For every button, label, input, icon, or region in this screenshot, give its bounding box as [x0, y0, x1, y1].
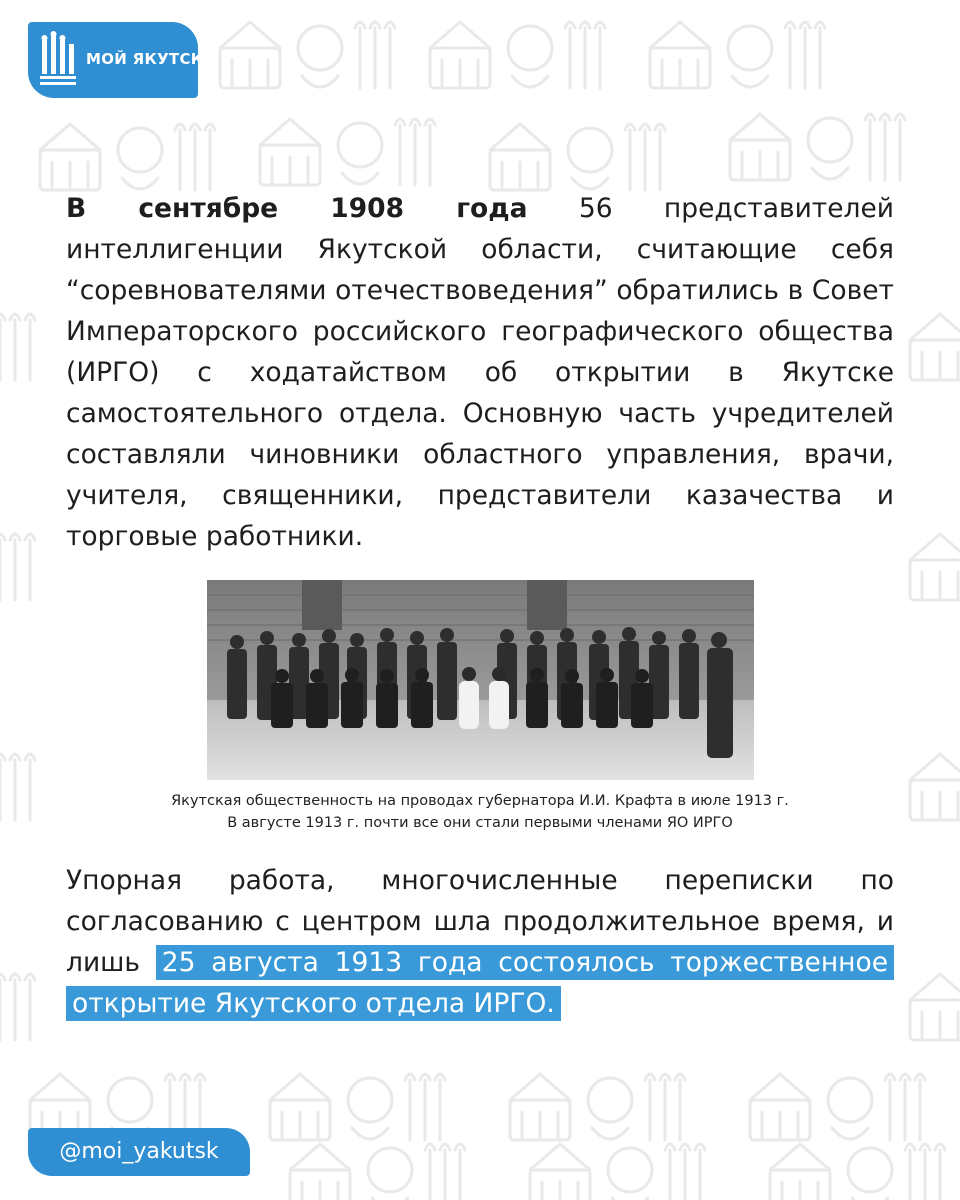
highlighted-date: 25 августа 1913 года состоялось торжественное открытие Якутского отдела ИРГО. [66, 945, 894, 1021]
photo-illustration [207, 580, 754, 780]
main-text [66, 188, 894, 557]
caption-line-1: Якутская общественность на проводах губернатора И.И. Крафта в июле 1913 г. [171, 793, 789, 809]
photo-caption [66, 790, 894, 834]
city-skyline-icon [38, 30, 78, 90]
date-lead: В сентябре 1908 года [66, 193, 528, 224]
closing-paragraph [66, 860, 894, 1024]
closing-text [66, 860, 894, 1024]
closing-body: Упорная работа, многочисленные переписки по согласованию с центром шла продолжительное время, и лишь [66, 865, 894, 978]
social-handle-badge[interactable]: @moi_yakutsk [28, 1128, 250, 1176]
intro-paragraph [66, 188, 894, 557]
caption-line-2: В августе 1913 г. почти все они стали первыми членами ЯО ИРГО [227, 815, 733, 831]
brand-logo [28, 22, 204, 98]
intro-body: 56 представителей интеллигенции Якутской области, считающие себя “соревнователями отечествоведения” обратились в Совет Императорского российского географического общества (ИРГО) с ходатайством об открытии в Якутске самостоятельного отдела. Основную часть учредителей составляли чиновники областного управления, врачи, учителя, священники, представители казачества и торговые работники. [66, 193, 894, 552]
logo-text: МОЙ ЯКУТСК [86, 50, 204, 68]
historical-group-photo [207, 580, 754, 780]
